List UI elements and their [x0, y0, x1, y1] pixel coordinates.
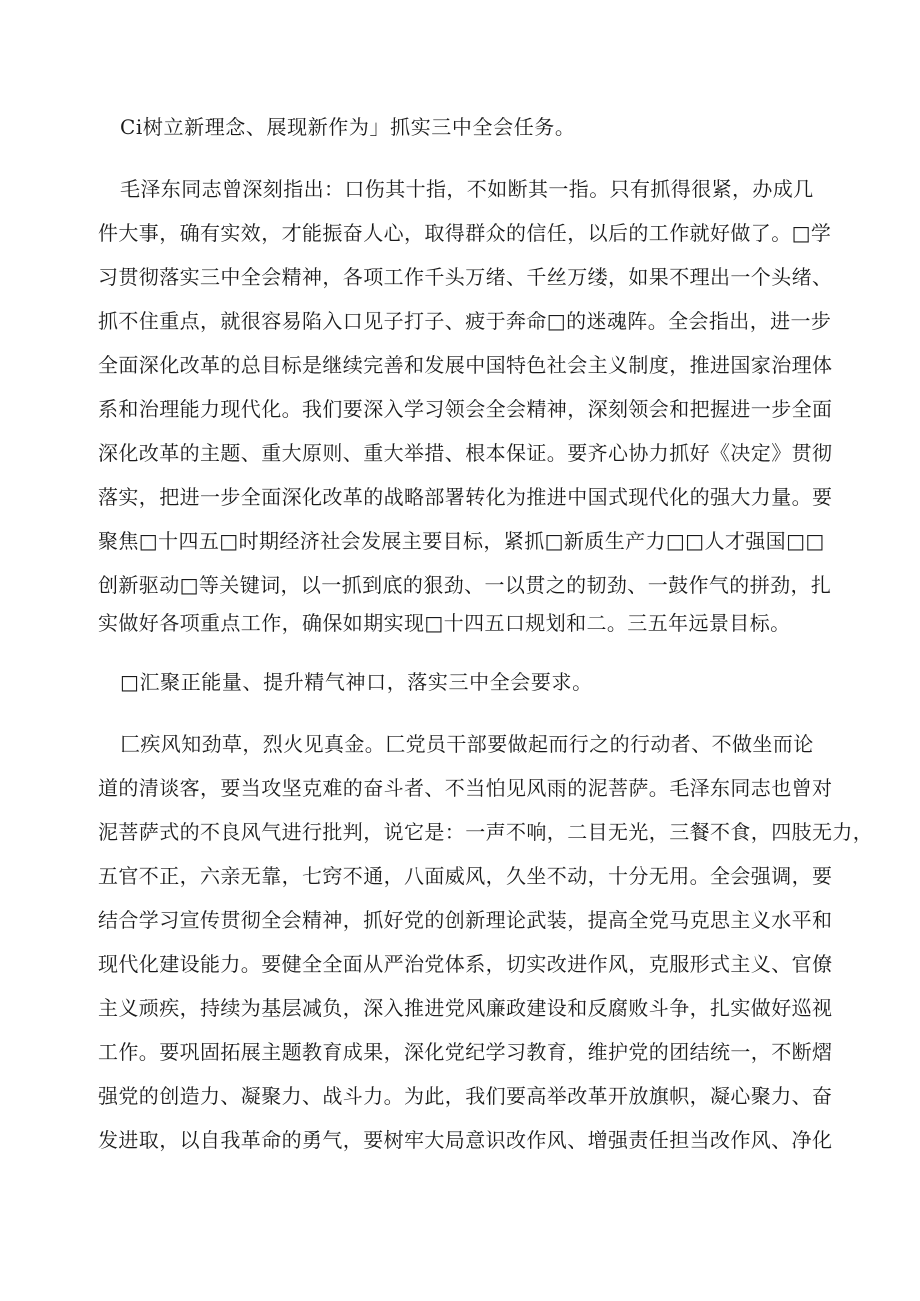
section-heading-2: □汇聚正能量、提升精气神口，落实三中全会要求。: [120, 670, 593, 694]
paragraph-1-line-5: 全面深化改革的总目标是继续完善和发展中国特色社会主义制度，推进国家治理体: [98, 353, 833, 377]
paragraph-2-line-8: 工作。要巩固拓展主题教育成果，深化党纪学习教育，维护党的团结统一，不断熠: [98, 1040, 833, 1064]
paragraph-1-line-10: 创新驱动□等关键词，以一抓到底的狠劲、一以贯之的韧劲、一鼓作气的拼劲，扎: [98, 573, 832, 597]
paragraph-2-line-5: 结合学习宣传贯彻全会精神，抓好党的创新理论武装，提高全党马克思主义水平和: [98, 908, 833, 932]
paragraph-2-line-10: 发进取，以自我革命的勇气，要树牢大局意识改作风、增强责任担当改作风、净化: [98, 1128, 833, 1152]
paragraph-2-line-3: 泥菩萨式的不良风气进行批判，说它是：一声不响，二目无光，三餐不食，四肢无力，: [98, 820, 874, 844]
paragraph-1-line-4: 抓不住重点，就很容易陷入口见子打子、疲于奔命□的迷魂阵。全会指出，进一步: [98, 309, 832, 333]
paragraph-2-line-6: 现代化建设能力。要健全全面从严治党体系，切实改进作风，克服形式主义、官僚: [98, 952, 833, 976]
paragraph-2-line-4: 五官不正，六亲无靠，七窍不通，八面威风，久坐不动，十分无用。全会强调，要: [98, 864, 833, 888]
paragraph-1-line-9: 聚焦□十四五□时期经济社会发展主要目标，紧抓□新质生产力□□人才强国□□: [98, 529, 825, 553]
paragraph-1-line-11: 实做好各项重点工作，确保如期实现□十四五口规划和二。三五年远景目标。: [98, 611, 791, 635]
paragraph-1-line-1: 毛泽东同志曾深刻指出：口伤其十指，不如断其一指。只有抓得很紧，办成几: [120, 177, 814, 201]
section-heading-1: Ci树立新理念、展现新作为」抓实三中全会任务。: [120, 115, 576, 139]
paragraph-2-line-9: 强党的创造力、凝聚力、战斗力。为此，我们要高举改革开放旗帜，凝心聚力、奋: [98, 1084, 833, 1108]
paragraph-1-line-7: 深化改革的主题、重大原则、重大举措、根本保证。要齐心协力抓好《决定》贯彻: [98, 441, 833, 465]
paragraph-2-line-2: 道的清谈客，要当攻坚克难的奋斗者、不当怕见风雨的泥菩萨。毛泽东同志也曾对: [98, 776, 833, 800]
paragraph-1-line-6: 系和治理能力现代化。我们要深入学习领会全会精神，深刻领会和把握进一步全面: [98, 397, 833, 421]
paragraph-1-line-2: 件大事，确有实效，才能振奋人心，取得群众的信任，以后的工作就好做了。□学: [98, 221, 832, 245]
paragraph-1-line-3: 习贯彻落实三中全会精神，各项工作千头万绪、千丝万缕，如果不理出一个头绪、: [98, 265, 833, 289]
paragraph-2-line-7: 主义顽疾，持续为基层减负，深入推进党风廉政建设和反腐败斗争，扎实做好巡视: [98, 996, 833, 1020]
paragraph-1-line-8: 落实，把进一步全面深化改革的战略部署转化为推进中国式现代化的强大力量。要: [98, 485, 833, 509]
paragraph-2-line-1: 匚疾风知劲草，烈火见真金。匚党员干部要做起而行之的行动者、不做坐而论: [120, 732, 814, 756]
